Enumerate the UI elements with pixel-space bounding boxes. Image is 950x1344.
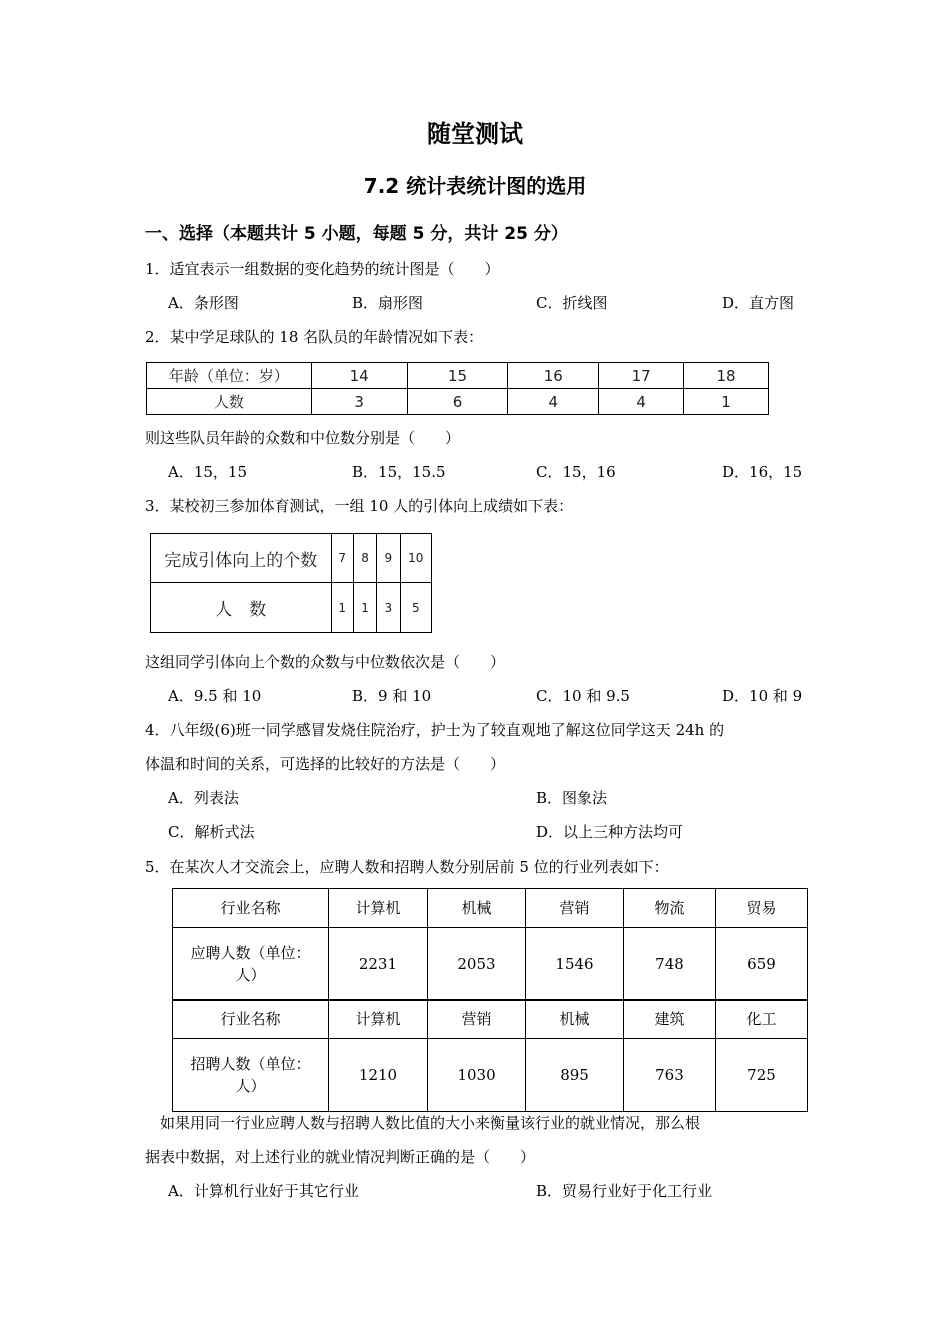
table-cell: 748 [624,928,716,1001]
table-cell: 4 [599,389,684,415]
page-subtitle: 7.2 统计表统计图的选用 [363,174,587,198]
table-header-cell: 14 [311,363,407,389]
question-2-option-a: A．15，15 [168,463,248,481]
table-header-cell: 建筑 [623,1000,715,1039]
table-header-cell: 9 [377,534,400,583]
question-4-option-d: D．以上三种方法均可 [536,823,684,841]
table-header-cell: 完成引体向上的个数 [151,534,332,583]
table-cell: 3 [377,583,400,633]
question-5-stem: 5．在某次人才交流会上，应聘人数和招聘人数分别居前 5 位的行业列表如下： [145,858,669,876]
table-cell: 1 [331,583,353,633]
table-cell: 2053 [427,928,525,1001]
table-cell: 1030 [428,1039,526,1112]
table-cell: 1546 [525,928,623,1001]
question-1-option-d: D．直方图 [722,294,795,312]
table-cell: 895 [526,1039,624,1112]
page-title: 随堂测试 [427,120,523,148]
table-header-cell: 计算机 [328,1000,427,1039]
table-row-label [173,928,329,1001]
table-cell: 4 [508,389,599,415]
table-header-cell: 机械 [427,889,525,928]
table-cell: 1 [353,583,376,633]
table-cell: 1 [684,389,769,415]
table-cell: 725 [715,1039,807,1112]
row-label-line: 人） [235,966,266,984]
question-2-option-b: B．15，15.5 [352,463,446,481]
question-4-stem-line-2: 体温和时间的关系，可选择的比较好的方法是（ ） [145,755,506,773]
table-header-cell: 15 [407,363,508,389]
section-heading: 一、选择（本题共计 5 小题，每题 5 分，共计 25 分） [145,224,568,244]
question-2-age-table [146,362,769,415]
table-header-cell: 7 [331,534,353,583]
question-1-option-a: A．条形图 [168,294,239,312]
table-header-cell: 营销 [428,1000,526,1039]
row-label-line: 人） [235,1077,266,1095]
question-5-prompt-line-2: 据表中数据，对上述行业的就业情况判断正确的是（ ） [145,1148,536,1166]
table-header-cell: 年龄（单位：岁） [147,363,312,389]
question-4-option-c: C．解析式法 [168,823,255,841]
table-header-cell: 16 [508,363,599,389]
table-header-cell: 化工 [715,1000,807,1039]
question-4-option-b: B．图象法 [536,789,608,807]
question-3-option-d: D．10 和 9 [722,687,803,705]
table-row-label [173,1039,329,1112]
table-cell: 763 [623,1039,715,1112]
table-row-label: 人数 [147,389,312,415]
table-cell: 1210 [328,1039,427,1112]
row-label-line: 应聘人数（单位： [190,944,311,962]
question-2-option-c: C．15，16 [536,463,616,481]
question-1-option-c: C．折线图 [536,294,608,312]
question-5-option-b: B．贸易行业好于化工行业 [536,1182,713,1200]
question-2-prompt: 则这些队员年龄的众数和中位数分别是（ ） [145,429,461,447]
question-5-applicants-table [172,888,808,1001]
table-header-cell: 行业名称 [173,1000,329,1039]
table-header-cell: 机械 [526,1000,624,1039]
table-header-cell: 10 [400,534,431,583]
question-3-prompt: 这组同学引体向上个数的众数与中位数依次是（ ） [145,653,506,671]
question-2-option-d: D．16，15 [722,463,803,481]
table-cell: 3 [311,389,407,415]
table-row-label: 人 数 [151,583,332,633]
question-3-option-c: C．10 和 9.5 [536,687,630,705]
table-header-cell: 贸易 [715,889,807,928]
table-cell: 2231 [328,928,427,1001]
table-cell: 5 [400,583,431,633]
table-header-cell: 18 [684,363,769,389]
question-1-option-b: B．扇形图 [352,294,424,312]
question-3-stem: 3．某校初三参加体育测试，一组 10 人的引体向上成绩如下表： [145,497,574,515]
question-2-stem: 2．某中学足球队的 18 名队员的年龄情况如下表： [145,328,484,346]
question-3-option-b: B．9 和 10 [352,687,432,705]
table-cell: 659 [715,928,807,1001]
table-cell: 6 [407,389,508,415]
table-header-cell: 8 [353,534,376,583]
question-5-option-a: A．计算机行业好于其它行业 [168,1182,359,1200]
question-5-prompt-line-1: 如果用同一行业应聘人数与招聘人数比值的大小来衡量该行业的就业情况，那么根 [145,1114,701,1132]
question-3-option-a: A．9.5 和 10 [168,687,262,705]
row-label-line: 招聘人数（单位： [190,1055,311,1073]
table-header-cell: 营销 [525,889,623,928]
question-4-stem-line-1: 4．八年级(6)班一同学感冒发烧住院治疗，护士为了较直观地了解这位同学这天 24h 的 [145,721,725,739]
question-3-pullup-table [150,533,432,633]
question-4-option-a: A．列表法 [168,789,239,807]
question-5-recruitment-table [172,999,808,1112]
question-1-stem: 1．适宜表示一组数据的变化趋势的统计图是（ ） [145,260,500,278]
table-header-cell: 物流 [624,889,716,928]
table-header-cell: 计算机 [328,889,427,928]
table-header-cell: 17 [599,363,684,389]
table-header-cell: 行业名称 [173,889,329,928]
